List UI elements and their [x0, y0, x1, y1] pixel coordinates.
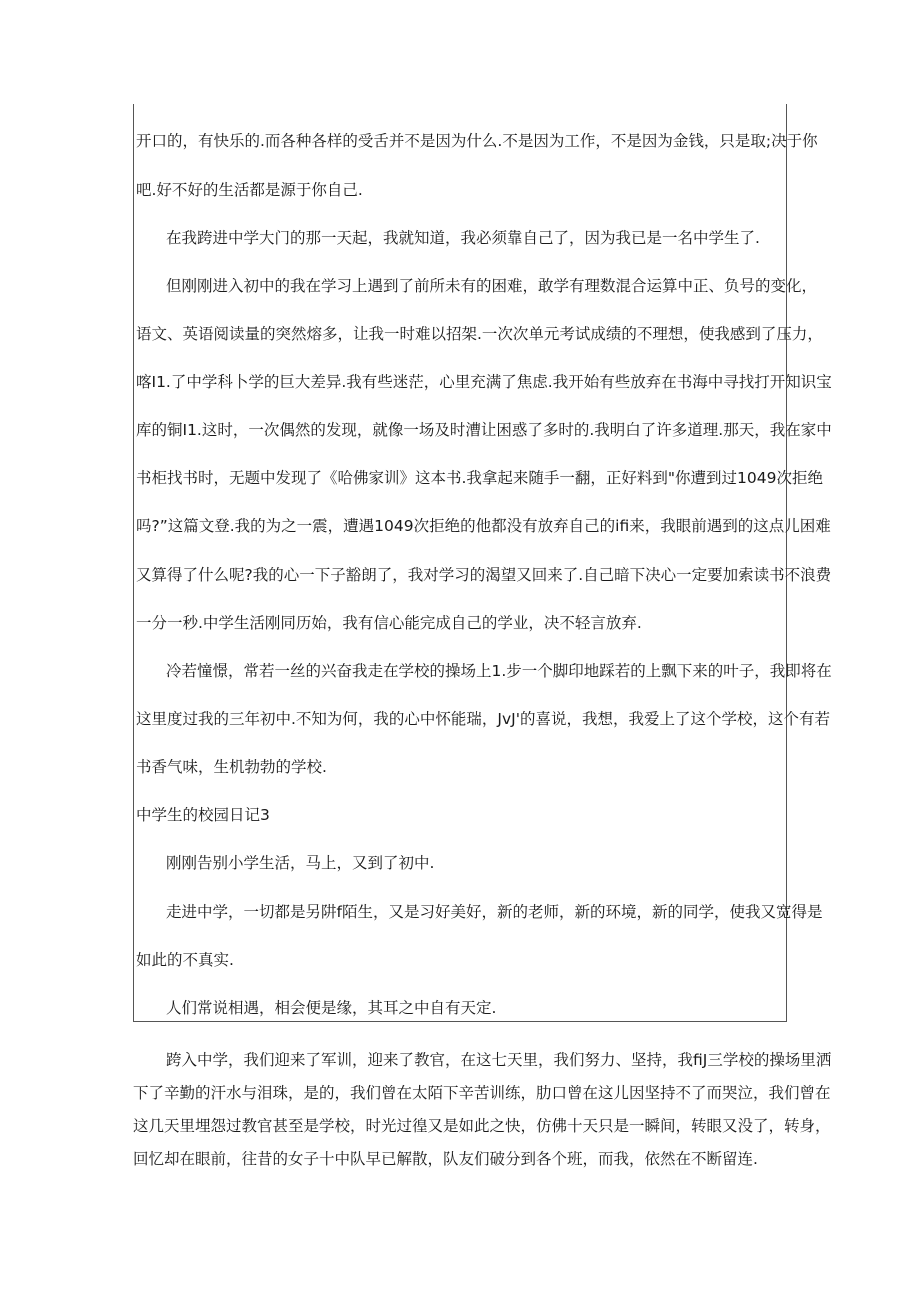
text-line: 刚刚告别小学生活，马上，又到了初中. [166, 854, 435, 872]
text-line: 下了辛勤的汗水与泪珠，是的，我们曾在太陌下辛苦训练，肋口曾在这儿因坚持不了而哭泣，我们曾在 [133, 1084, 831, 1102]
text-line: 库的铜I1.这时，一次偶然的发现，就像一场及时漕让困惑了多时的.我明白了许多道理.那天，我在家中 [136, 421, 832, 439]
text-line: 吗?”这篇文登.我的为之一震，遭遇1049次拒绝的他都没有放弃自己的ifi来，我眼前遇到的这点儿困难 [136, 517, 831, 535]
text-line: 跨入中学，我们迎来了军训，迎来了教官，在这七天里，我们努力、坚持，我fiJ三学校的操场里洒 [166, 1051, 832, 1069]
text-line: 冷若憧憬，常若一丝的兴奋我走在学校的操场上1.步一个脚印地踩若的上飘下来的叶子，我即将在 [166, 662, 832, 680]
text-line: 但刚刚进入初中的我在学习上遇到了前所未有的困难，敢学有理数混合运算中正、负号的变化， [166, 277, 818, 295]
text-line: 这里度过我的三年初中.不知为何，我的心中怀能瑞，JvJ'的喜说，我想，我爱上了这个学校，这个有若 [136, 710, 831, 728]
text-line: 吧.好不好的生活都是源于你自己. [136, 181, 363, 199]
text-line: 一分一秒.中学生活刚同历始，我有信心能完成自己的学业，决不轻言放弃. [136, 614, 642, 632]
text-line: 人们常说相遇，相会便是缘，其耳之中自有天定. [166, 999, 497, 1017]
text-line: 在我跨进中学大门的那一天起，我就知道，我必须靠自己了，因为我已是一名中学生了. [166, 229, 760, 247]
text-line: 回忆却在眼前，往昔的女子十中队早已解散，队友们破分到各个班，而我，依然在不断留连. [133, 1150, 758, 1168]
text-line: 书香气味，生机勃勃的学校. [136, 758, 327, 776]
text-line: 如此的不真实. [136, 951, 234, 969]
text-line: 语文、英语阅读量的突然熔多，让我一时难以招架.一次次单元考试成绩的不理想，使我感到了压力， [136, 325, 823, 343]
text-line: 喀I1.了中学科卜学的巨大差异.我有些迷茫，心里充满了焦虑.我开始有些放弃在书海中寻找打开知识宝 [136, 373, 832, 391]
text-line: 走进中学，一切都是另阱f陌生，又是习好美好，新的老师，新的环境，新的同学，使我又宽得是 [166, 903, 823, 921]
text-line: 开口的，有快乐的.而各种各样的受舌并不是因为什么.不是因为工作，不是因为金钱，只是取;决于你 [136, 132, 818, 150]
text-line: 又算得了什么呢?我的心一下子豁朗了，我对学习的渴望又回来了.自己暗下决心一定要加索读书不浪费 [136, 566, 832, 584]
text-line: 这几天里埋怨过教官甚至是学校，时光过徨又是如此之快，仿佛十天只是一瞬间，转眼又没了，转身， [133, 1117, 831, 1135]
text-line: 书柜找书时，无题中发现了《哈佛家训》这本书.我拿起来随手一翻，正好料到"你遭到过1049次拒绝 [136, 469, 824, 487]
section-heading: 中学生的校园日记3 [136, 806, 270, 824]
